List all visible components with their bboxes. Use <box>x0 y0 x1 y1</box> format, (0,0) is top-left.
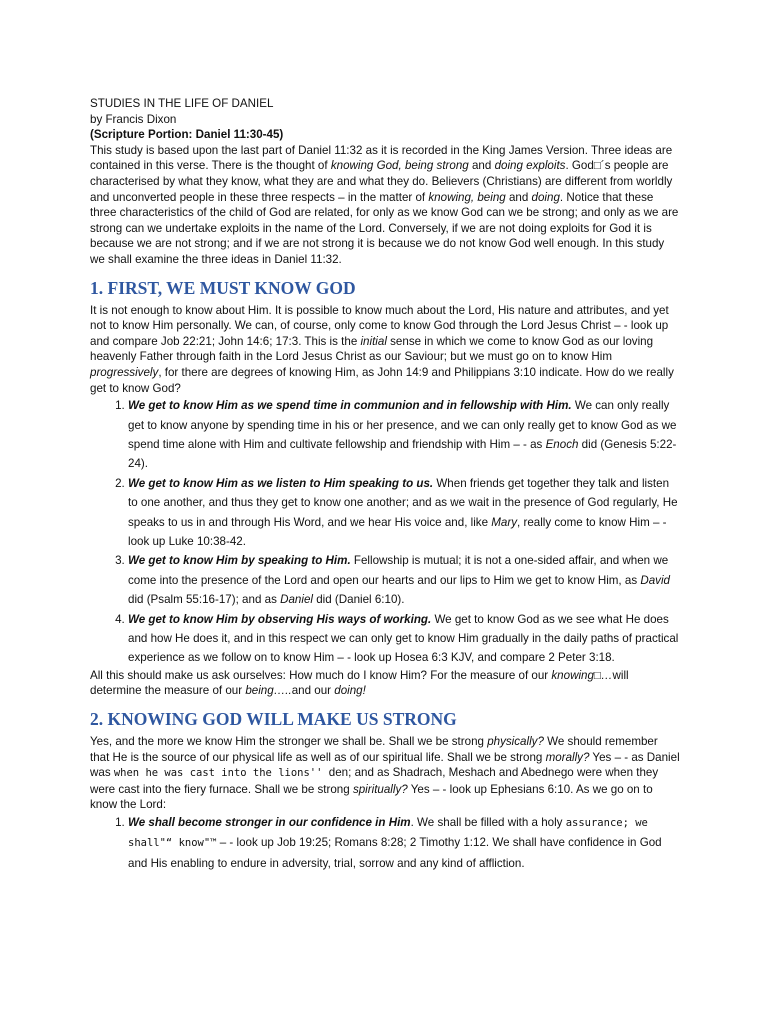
author-line: by Francis Dixon <box>90 112 177 126</box>
series-title: STUDIES IN THE LIFE OF DANIEL <box>90 97 274 110</box>
section-1-paragraph: It is not enough to know about Him. It is possible to know much about the Lord, His nature and attributes, and yet not to know Him personally. We can, of course, only come to know God through the Lord Jesus Christ – - look up and compare Job 22:21; John 14:6; 17:3. This is the initial sense in which we come to know God as our loving heavenly Father through faith in the Lord Jesus Christ as our Saviour; but we must go on to know Him progressively, for there are degrees of knowing Him, as John 14:9 and Philippians 3:10 indicate. How do we really get to know God? <box>90 303 674 395</box>
section-2-paragraph: Yes, and the more we know Him the stronger we shall be. Shall we be strong physically? We should remember that He is the source of our physical life as well as of our spiritual life. Shall we be strong morally? Yes – - as Daniel was when he was cast into the lions'' den; and as Shadrach, Meshach and Abednego were when they were cast into the fiery furnace. Shall we be strong spiritually? Yes – - look up Ephesians 6:10. As we go on to know the Lord: <box>90 734 680 812</box>
intro-paragraph: This study is based upon the last part of Daniel 11:32 as it is recorded in the King James Version. Three ideas are contained in this verse. There is the thought of knowing God, being strong and doing exploits. God□´s people are characterised by what they know, what they are and what they do. Believers (Christians) are different from worldly and unconverted people in these three respects – in the matter of knowing, being and doing. Notice that these three characteristics of the child of God are related, for only as we know God can we be strong; and only as we are strong can we undertake exploits in the name of the Lord. Conversely, if we are not doing exploits for God it is because we are not strong; and if we are not strong it is because we do not know God well enough. In this study we shall examine the three ideas in Daniel 11:32. <box>90 143 679 266</box>
list-item: 1. We get to know Him as we spend time in communion and in fellowship with Him. We can only really get to know anyone by spending time in his or her presence, and we can only really get to know God as we spend time alone with Him and cultivate fellowship and friendship with Him – - as Enoch did (Genesis 5:22-24). <box>128 396 680 474</box>
section-1-list <box>90 396 680 668</box>
list-item: 3. We get to know Him by speaking to Him. Fellowship is mutual; it is not a one-sided affair, and when we come into the presence of the Lord and open our hearts and our lips to Him we get to know Him, as David did (Psalm 55:16-17); and as Daniel did (Daniel 6:10). <box>128 551 680 609</box>
section-1-heading: 1. FIRST, WE MUST KNOW GOD <box>90 277 356 298</box>
section-2-list <box>90 813 680 873</box>
list-item: 2. We get to know Him as we listen to Him speaking to us. When friends get together they talk and listen to one another, and thus they get to know one another; and as we wait in the presence of God regularly, He speaks to us in and through His Word, and we hear His voice and, like Mary, really come to know Him – - look up Luke 10:38-42. <box>128 474 680 552</box>
scripture-portion: (Scripture Portion: Daniel 11:30-45) <box>90 128 284 142</box>
document-content <box>90 96 680 873</box>
list-item: 4. We get to know Him by observing His ways of working. We get to know God as we see what He does and how He does it, and in this respect we can only get to know Him gradually in the daily paths of practical experience as we follow on to know Him – - look up Hosea 6:3 KJV, and compare 2 Peter 3:18. <box>128 610 680 668</box>
section-1-closing: All this should make us ask ourselves: How much do I know Him? For the measure of our knowing□…will determine the measure of our being…..and our doing! <box>90 668 629 698</box>
section-2-heading: 2. KNOWING GOD WILL MAKE US STRONG <box>90 708 457 729</box>
list-item: 1. We shall become stronger in our confidence in Him. We shall be filled with a holy assurance; we shall"“ know"™ – - look up Job 19:25; Romans 8:28; 2 Timothy 1:12. We shall have confidence in God and His enabling to endure in adversity, trial, sorrow and any kind of affliction. <box>128 813 680 873</box>
